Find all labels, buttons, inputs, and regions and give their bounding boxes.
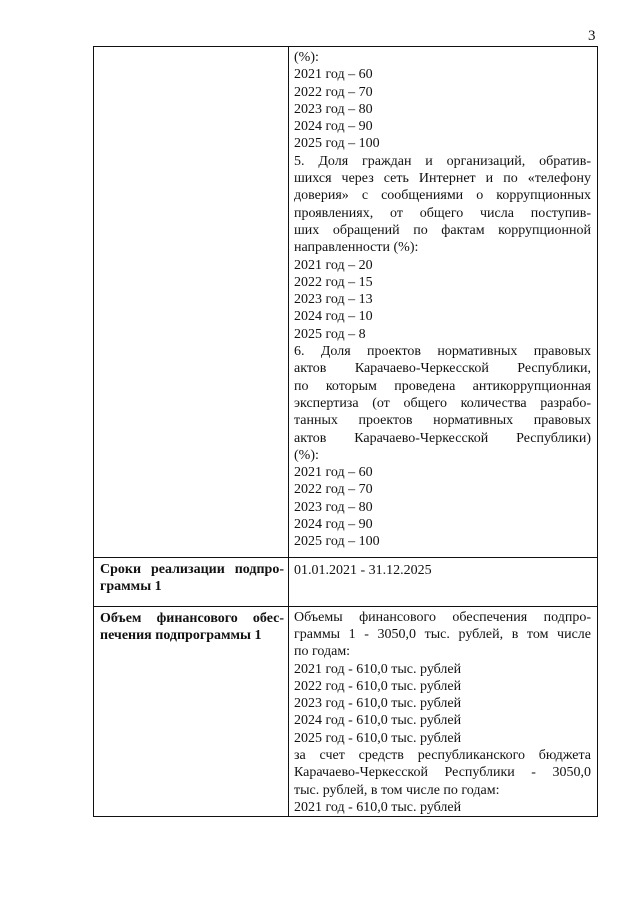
indicator-line: направленности (%): xyxy=(294,240,419,256)
indicator-line: 2025 год – 8 xyxy=(294,326,366,342)
indicator-line: проявлениях, от общего числа поступив- xyxy=(294,205,591,221)
funding-label xyxy=(94,607,288,644)
funding-line: за счет средств республиканского бюджета xyxy=(294,747,591,763)
indicator-line: 5. Доля граждан и организаций, обратив- xyxy=(294,153,591,169)
indicator-line: 2025 год – 100 xyxy=(294,534,380,550)
indicator-line: 6. Доля проектов нормативных правовых xyxy=(294,344,591,360)
funding-line: граммы 1 - 3050,0 тыс. рублей, в том числе xyxy=(294,626,591,642)
subprogram-passport-table xyxy=(93,46,598,817)
funding-line: тыс. рублей, в том числе по годам: xyxy=(294,782,500,798)
indicator-line: 2021 год – 60 xyxy=(294,67,373,83)
funding-line: 2025 год - 610,0 тыс. рублей xyxy=(294,730,462,746)
funding-line: 2024 год - 610,0 тыс. рублей xyxy=(294,713,462,729)
indicators-text xyxy=(289,47,597,557)
indicator-line: 2022 год – 15 xyxy=(294,274,373,290)
indicator-line: 2022 год – 70 xyxy=(294,482,373,498)
indicator-line: (%): xyxy=(294,50,319,65)
indicator-line: 2021 год – 60 xyxy=(294,465,373,481)
timeline-value: 01.01.2021 - 31.12.2025 xyxy=(294,562,432,578)
funding-line: 2022 год - 610,0 тыс. рублей xyxy=(294,678,462,694)
indicators-label-cell xyxy=(94,47,289,558)
indicator-line: 2024 год – 90 xyxy=(294,517,373,533)
indicator-line: экспертиза (от общего количества разрабо- xyxy=(294,395,591,411)
timeline-label xyxy=(94,558,288,595)
funding-value-cell xyxy=(289,606,598,817)
page-number: 3 xyxy=(588,28,596,44)
indicator-line: 2023 год – 80 xyxy=(294,499,373,515)
funding-line: по годам: xyxy=(294,644,351,660)
funding-label-line-2: печения подпрограммы 1 xyxy=(100,627,262,643)
timeline-label-cell xyxy=(94,557,289,606)
timeline-value-cell xyxy=(289,557,598,606)
funding-line: Карачаево-Черкесской Республики - 3050,0 xyxy=(294,765,591,781)
indicators-row xyxy=(94,47,598,558)
indicator-line: актов Карачаево-Черкесской Республики) xyxy=(294,430,591,446)
funding-line: Объемы финансового обеспечения подпро- xyxy=(294,609,591,625)
timeline-label-line-1: Сроки реализации подпро- xyxy=(100,561,284,577)
indicator-line: (%): xyxy=(294,447,319,463)
timeline-row xyxy=(94,557,598,606)
indicator-line: по которым проведена антикоррупционная xyxy=(294,378,591,394)
funding-row xyxy=(94,606,598,817)
indicator-line: доверия» с сообщениями о коррупционных xyxy=(294,188,591,204)
indicator-line: 2024 год – 90 xyxy=(294,119,373,135)
indicator-line: танных проектов нормативных правовых xyxy=(294,413,591,429)
funding-label-line-1: Объем финансового обес- xyxy=(100,610,284,626)
indicators-value-cell xyxy=(289,47,598,558)
funding-line: 2021 год - 610,0 тыс. рублей xyxy=(294,661,462,677)
funding-line: 2023 год - 610,0 тыс. рублей xyxy=(294,696,462,712)
indicator-line: ших обращений по фактам коррупционной xyxy=(294,222,591,238)
indicator-line: 2025 год – 100 xyxy=(294,136,380,152)
funding-label-cell xyxy=(94,606,289,817)
funding-line: 2021 год - 610,0 тыс. рублей xyxy=(294,799,462,815)
indicator-line: 2024 год – 10 xyxy=(294,309,373,325)
indicator-line: шихся через сеть Интернет и по «телефону xyxy=(294,171,591,187)
indicator-line: 2022 год – 70 xyxy=(294,84,373,100)
timeline-label-line-2: граммы 1 xyxy=(100,578,162,594)
funding-text xyxy=(289,607,597,817)
indicator-line: актов Карачаево-Черкесской Республики, xyxy=(294,361,591,377)
indicator-line: 2023 год – 80 xyxy=(294,101,373,117)
indicator-line: 2021 год – 20 xyxy=(294,257,373,273)
indicator-line: 2023 год – 13 xyxy=(294,292,373,308)
